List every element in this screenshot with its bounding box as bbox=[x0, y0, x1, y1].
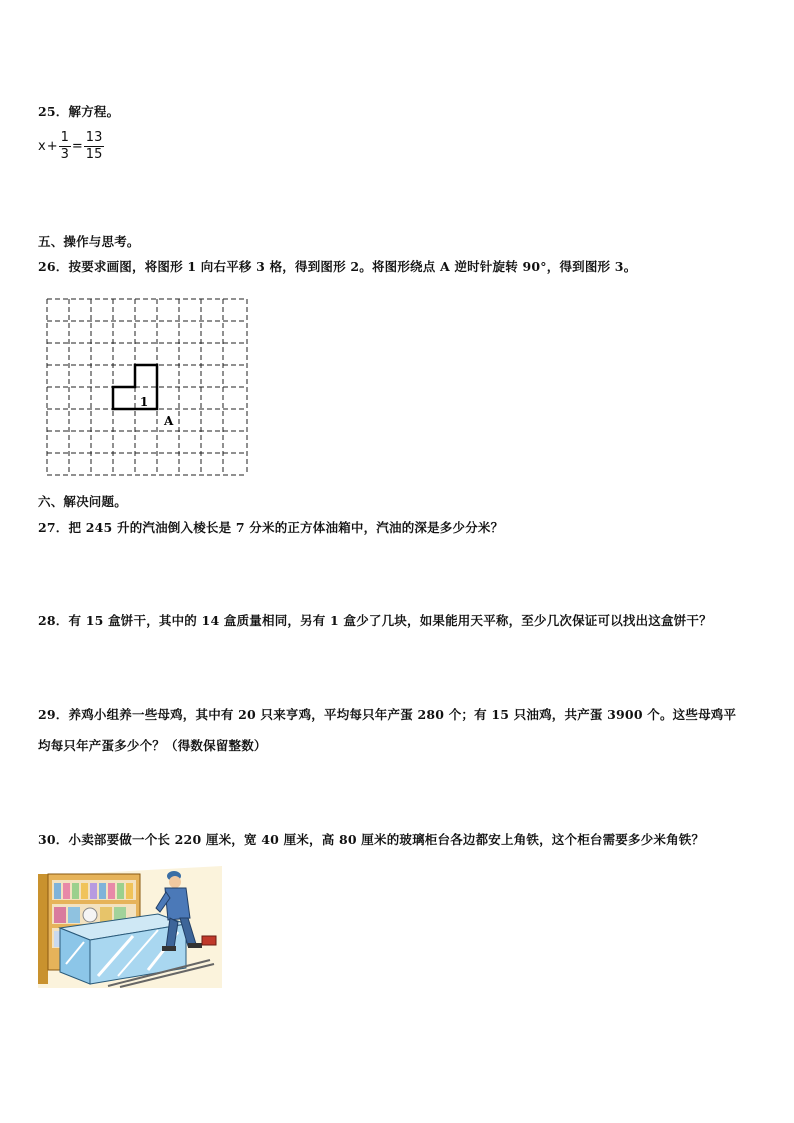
shape-1-outline bbox=[113, 365, 157, 409]
question-29-line-2: 均每只年产蛋多少个？（得数保留整数） bbox=[38, 738, 267, 753]
equation-variable: x bbox=[38, 139, 46, 154]
equation-q25 bbox=[38, 130, 104, 163]
question-29-line-1: 29．养鸡小组养一些母鸡，其中有 20 只来亨鸡，平均每只年产蛋 280 个；有 15 只油鸡，共产蛋 3900 个。这些母鸡平 bbox=[38, 707, 737, 722]
fraction-denominator: 3 bbox=[60, 147, 69, 162]
fraction-numerator: 1 bbox=[60, 130, 69, 145]
question-27-text: 27．把 245 升的汽油倒入棱长是 7 分米的正方体油箱中，汽油的深是多少分米？ bbox=[38, 520, 504, 535]
shop-counter-illustration bbox=[38, 866, 222, 988]
question-28-text: 28．有 15 盒饼干，其中的 14 盒质量相同，另有 1 盒少了几块，如果能用天平称，至少几次保证可以找出这盒饼干？ bbox=[38, 613, 712, 628]
grid-lines bbox=[47, 299, 247, 475]
shape-1-label: 1 bbox=[139, 395, 149, 409]
question-30-text: 30．小卖部要做一个长 220 厘米，宽 40 厘米，高 80 厘米的玻璃柜台各边都安上角铁，这个柜台需要多少米角铁？ bbox=[38, 832, 705, 847]
section-5-heading: 五、操作与思考。 bbox=[38, 234, 140, 249]
fraction-thirteen-fifteenths bbox=[84, 130, 105, 163]
point-a-label: A bbox=[164, 414, 174, 428]
question-25-label: 25．解方程。 bbox=[38, 104, 120, 119]
fraction-numerator: 13 bbox=[85, 130, 103, 145]
fraction-denominator: 15 bbox=[85, 147, 103, 162]
question-26-text: 26．按要求画图，将图形 1 向右平移 3 格，得到图形 2。将图形绕点 A 逆时针旋转 90°，得到图形 3。 bbox=[38, 259, 637, 274]
toolbox bbox=[202, 936, 216, 945]
dashed-grid-figure bbox=[46, 298, 252, 480]
section-6-heading: 六、解决问题。 bbox=[38, 494, 127, 509]
equation-plus: + bbox=[46, 139, 58, 154]
fraction-one-third bbox=[59, 130, 71, 163]
equation-equals: = bbox=[71, 139, 83, 154]
